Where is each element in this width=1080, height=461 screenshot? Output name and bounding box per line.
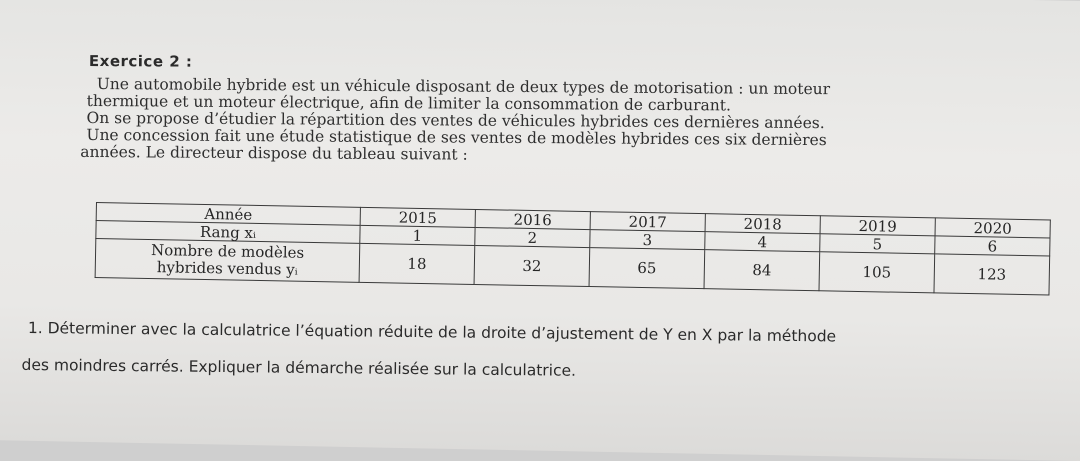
paragraph-line: On se propose d’étudier la répartition des ventes de véhicules hybrides ces dernières années. (86, 108, 825, 133)
year-cell: 2020 (935, 218, 1050, 238)
row-header-year: Année (96, 203, 360, 226)
paragraph-line: Une concession fait une étude statistique de ses ventes de modèles hybrides ces six dernières (86, 125, 827, 150)
sales-cell: 105 (819, 252, 935, 293)
rank-cell: 1 (360, 225, 475, 245)
question-line: 1. Déterminer avec la calculatrice l’équation réduite de la droite d’ajustement de Y en X par la méthode (27, 319, 837, 346)
year-cell: 2016 (475, 209, 590, 229)
paragraph-line: années. Le directeur dispose du tableau suivant : (80, 142, 468, 164)
exercise-block (80, 51, 1055, 168)
row-header-sales (95, 239, 360, 283)
rank-cell: 5 (820, 234, 935, 254)
year-cell: 2019 (820, 216, 935, 236)
paragraph-line: thermique et un moteur électrique, afin de limiter la consommation de carburant. (86, 91, 731, 115)
row-header-sales-line2: hybrides vendus yᵢ (156, 258, 298, 279)
row-header-sales-line1: Nombre de modèles (150, 241, 305, 262)
sales-cell: 32 (474, 245, 590, 286)
rank-cell: 2 (475, 227, 590, 247)
rank-cell: 6 (935, 236, 1050, 256)
sales-cell: 65 (589, 248, 705, 289)
question-line: des moindres carrés. Expliquer la démarche réalisée sur la calculatrice. (21, 355, 577, 380)
year-cell: 2015 (360, 207, 475, 227)
exercise-paragraph (80, 75, 1055, 168)
year-cell: 2017 (590, 212, 705, 232)
paragraph-line: Une automobile hybride est un véhicule disposant de deux types de motorisation : un moteur (96, 75, 831, 99)
row-header-rank: Rang xᵢ (96, 221, 360, 244)
sales-cell: 123 (934, 254, 1050, 295)
year-cell: 2018 (705, 214, 820, 234)
question-block (21, 319, 1078, 385)
rank-cell: 4 (705, 232, 820, 252)
rank-cell: 3 (590, 230, 705, 250)
sales-cell: 84 (704, 250, 820, 291)
sales-cell: 18 (359, 243, 475, 284)
exercise-title: Exercice 2 : (88, 51, 193, 71)
